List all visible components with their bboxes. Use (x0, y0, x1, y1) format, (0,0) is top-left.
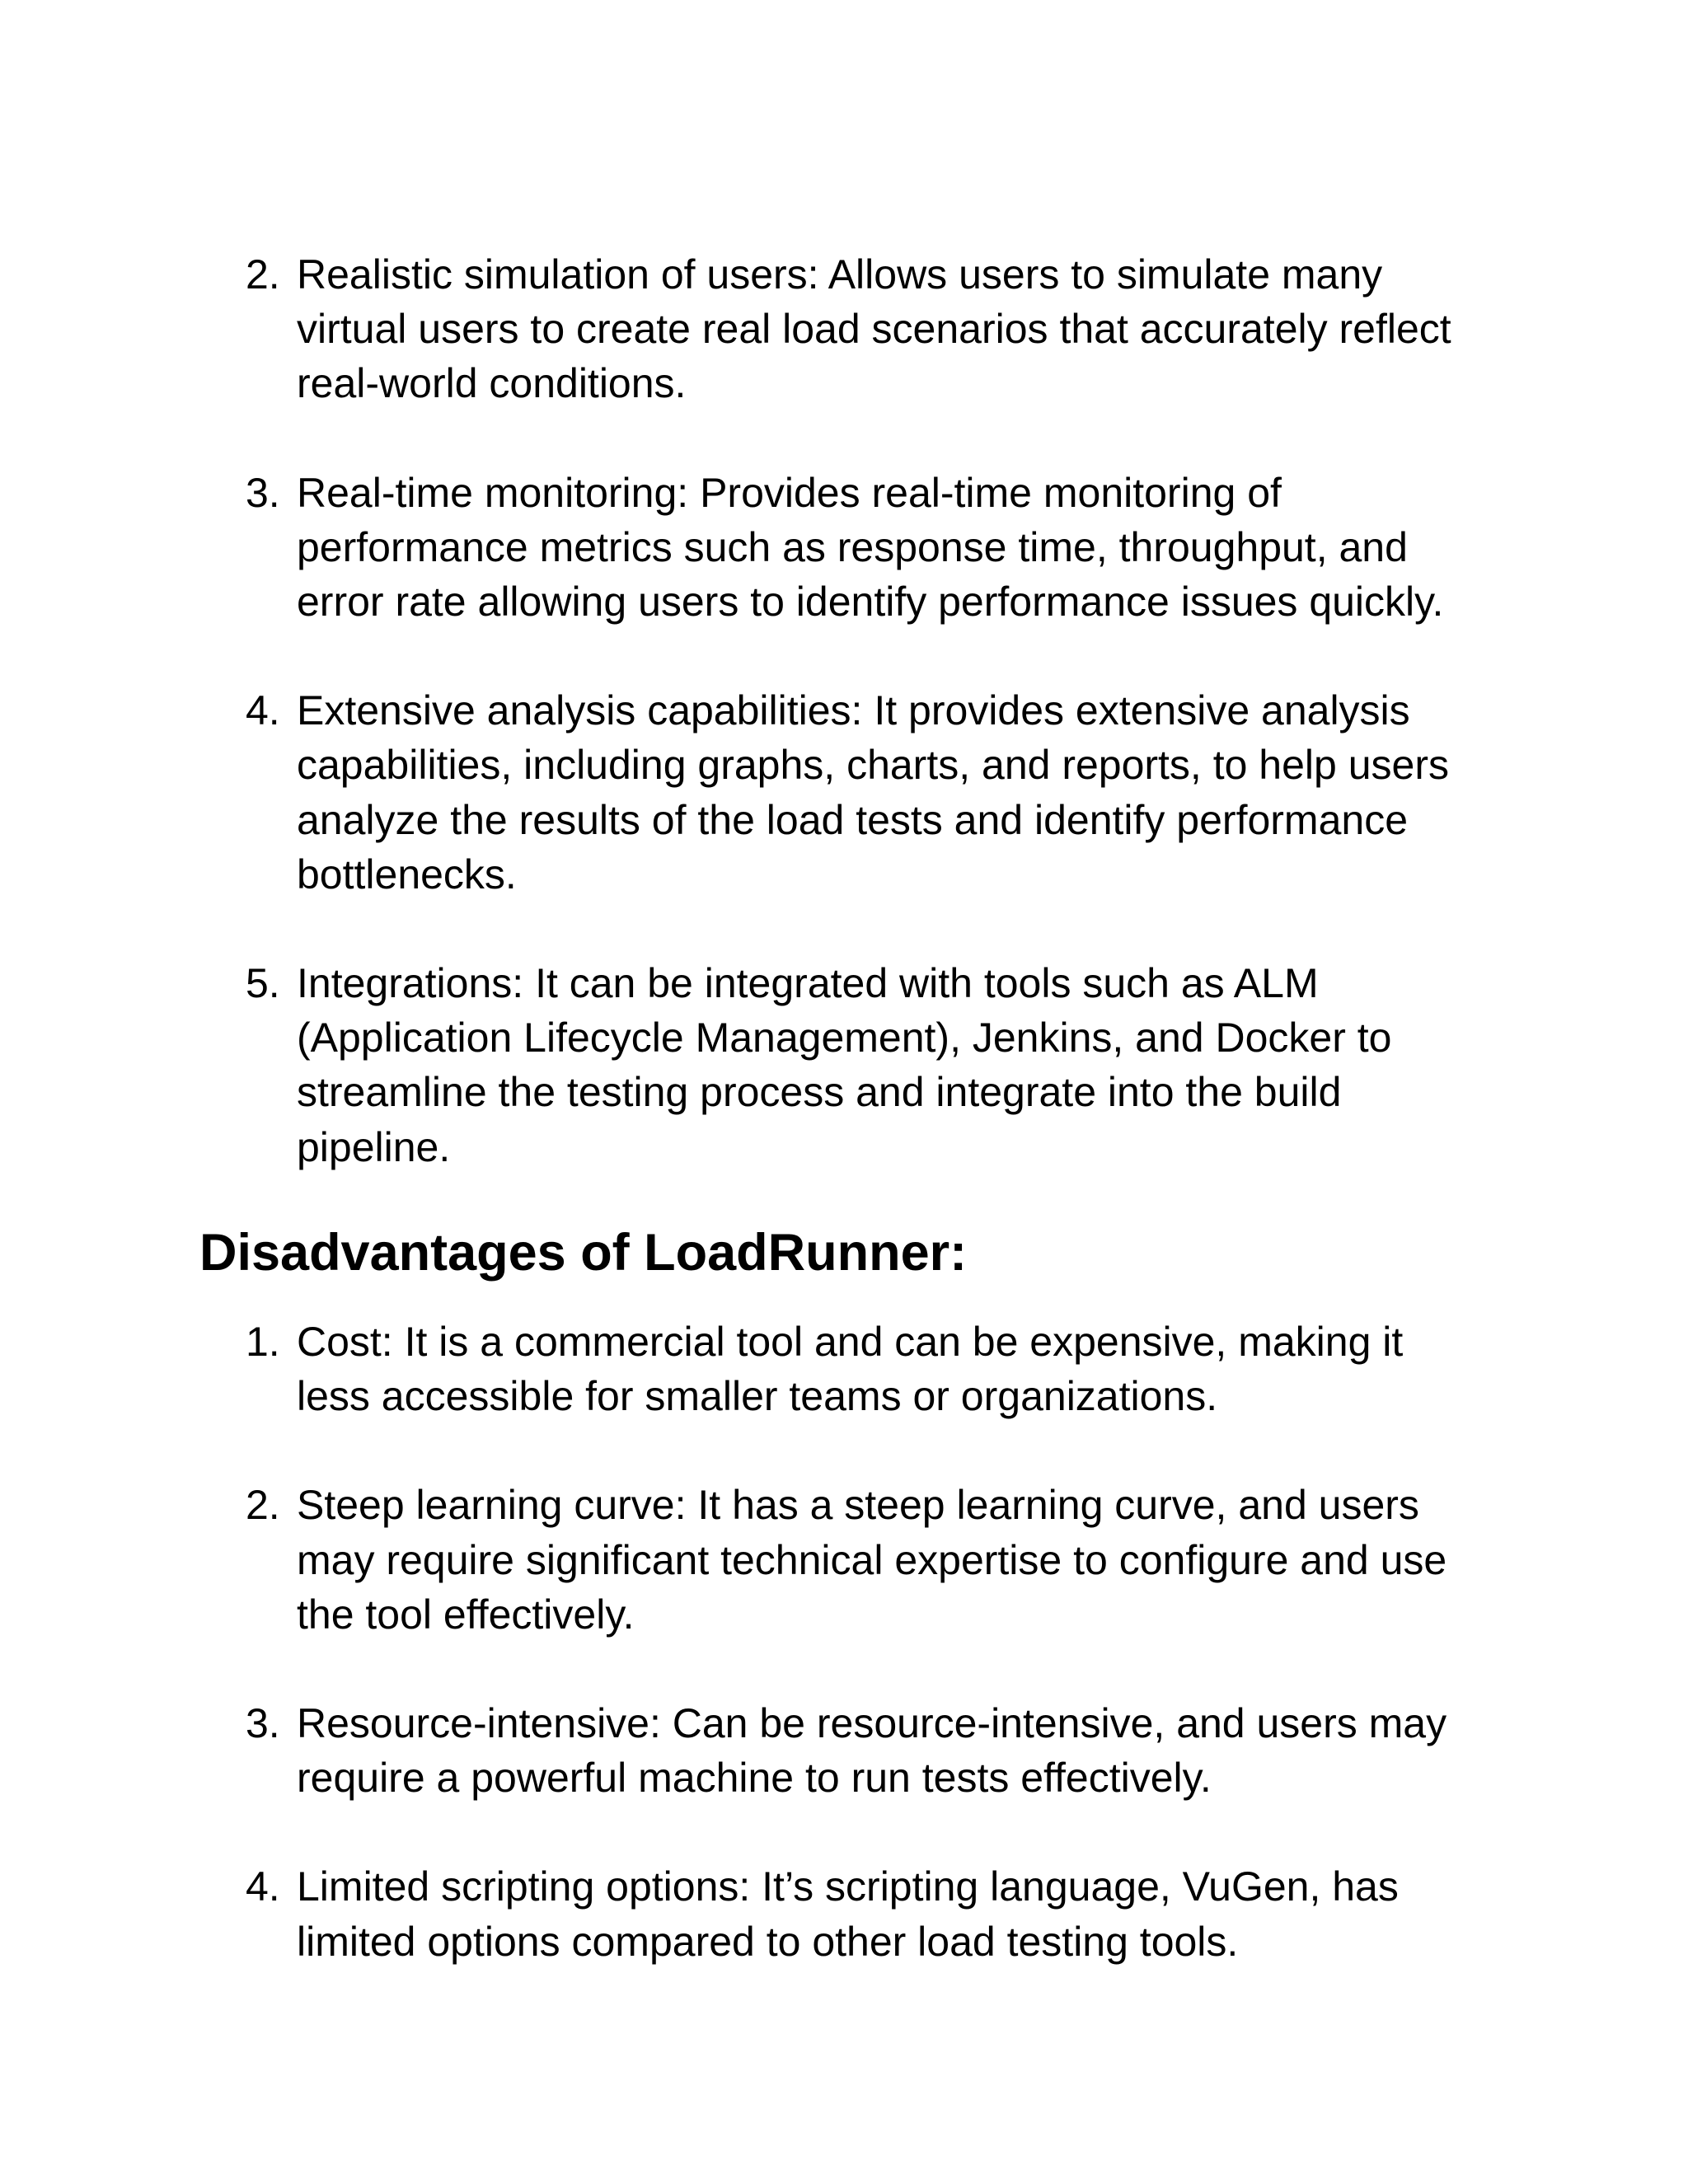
disadvantages-list (0, 1315, 1688, 1969)
list-item-number: 3. (246, 1700, 280, 1747)
list-item-text (297, 1696, 1484, 1805)
text-line: Extensive analysis capabilities: It provides extensive analysis (297, 687, 1410, 734)
list-item (0, 683, 1688, 902)
list-item (0, 1859, 1688, 1968)
text-line: Realistic simulation of users: Allows users to simulate many (297, 251, 1383, 298)
text-line: capabilities, including graphs, charts, and reports, to help users (297, 742, 1449, 789)
text-line: streamline the testing process and integrate into the build (297, 1069, 1342, 1116)
list-item-text (297, 466, 1484, 630)
list-item (0, 466, 1688, 630)
list-item-number: 4. (246, 687, 280, 734)
text-line: the tool effectively. (297, 1591, 635, 1638)
text-line: (Application Lifecycle Management), Jenkins, and Docker to (297, 1015, 1392, 1062)
text-line: may require significant technical expertise to configure and use (297, 1536, 1447, 1583)
list-item-text (297, 1859, 1484, 1968)
list-item (0, 247, 1688, 411)
text-line: analyze the results of the load tests and identify performance (297, 796, 1408, 843)
list-item-text (297, 1315, 1484, 1423)
list-item-number: 5. (246, 960, 280, 1007)
text-line: Resource-intensive: Can be resource-intensive, and users may (297, 1700, 1447, 1747)
list-item-number: 3. (246, 469, 280, 516)
list-item-text (297, 683, 1484, 902)
text-line: limited options compared to other load testing tools. (297, 1918, 1239, 1965)
text-line: Steep learning curve: It has a steep learning curve, and users (297, 1482, 1419, 1529)
text-line: bottlenecks. (297, 851, 517, 898)
list-item-number: 2. (246, 1482, 280, 1529)
list-item-number: 4. (246, 1863, 280, 1910)
text-line: less accessible for smaller teams or organizations. (297, 1373, 1218, 1420)
list-item-number: 1. (246, 1319, 280, 1365)
section-heading: Disadvantages of LoadRunner: (199, 1224, 968, 1282)
list-item-text (297, 247, 1484, 411)
list-item (0, 956, 1688, 1174)
text-line: Cost: It is a commercial tool and can be expensive, making it (297, 1319, 1404, 1365)
text-line: require a powerful machine to run tests effectively. (297, 1755, 1212, 1802)
list-item-number: 2. (246, 251, 280, 298)
list-item (0, 1696, 1688, 1805)
text-line: Integrations: It can be integrated with tools such as ALM (297, 960, 1319, 1007)
text-line: pipeline. (297, 1123, 451, 1170)
list-item (0, 1315, 1688, 1423)
list-item-text (297, 956, 1484, 1174)
text-line: Real-time monitoring: Provides real-time monitoring of (297, 469, 1282, 516)
list-item-text (297, 1478, 1484, 1642)
text-line: error rate allowing users to identify performance issues quickly. (297, 579, 1444, 626)
text-line: real-world conditions. (297, 360, 687, 407)
advantages-list (0, 247, 1688, 1174)
text-line: virtual users to create real load scenarios that accurately reflect (297, 306, 1451, 353)
list-item (0, 1478, 1688, 1642)
text-line: Limited scripting options: It’s scripting language, VuGen, has (297, 1863, 1399, 1910)
text-line: performance metrics such as response time, throughput, and (297, 523, 1408, 570)
